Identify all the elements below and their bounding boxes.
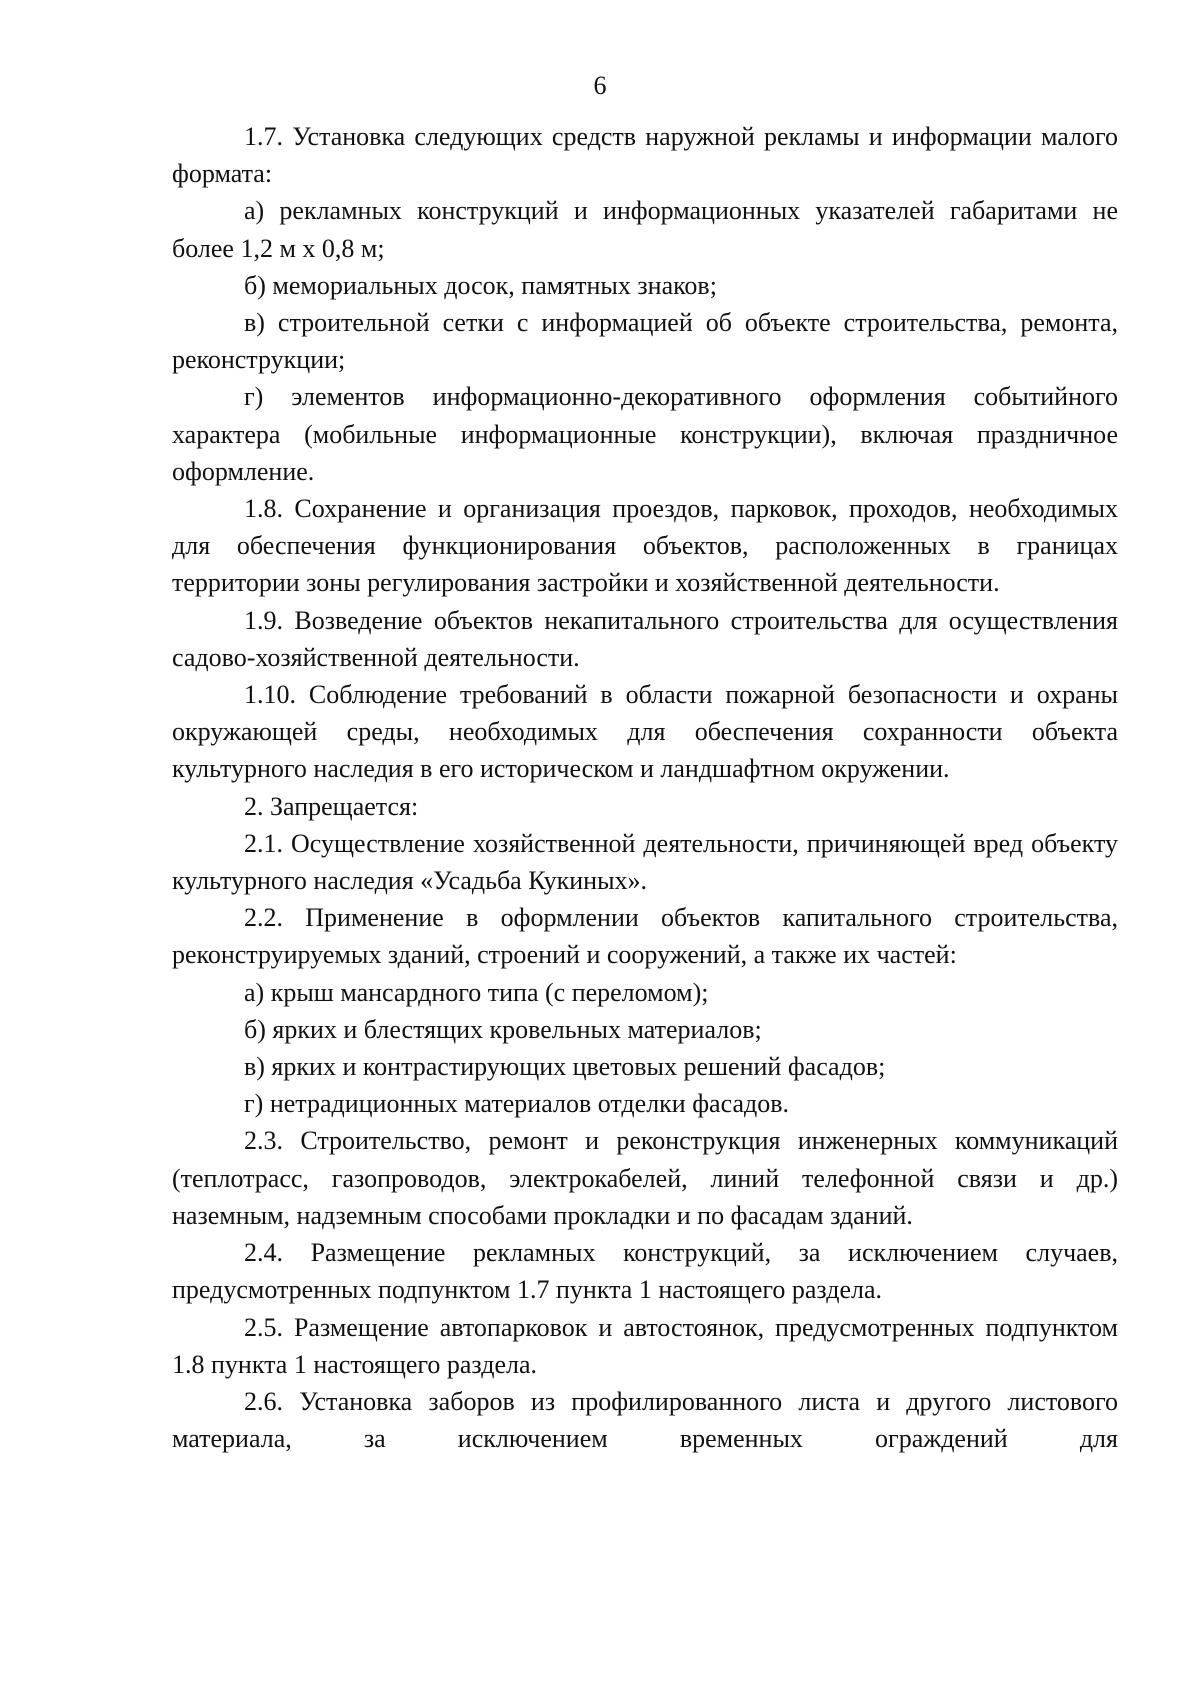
paragraph-2-6: 2.6. Установка заборов из профилированного листа и другого листового материала, за исключением временных ограждений для — [172, 1386, 1118, 1454]
paragraph-1-7: 1.7. Установка следующих средств наружной рекламы и информации малого формата: — [172, 122, 1118, 189]
paragraph-2-2: 2.2. Применение в оформлении объектов капитального строительства, реконструируемых зданий, строений и сооружений, а также их частей: — [172, 903, 1118, 970]
paragraph-2-4: 2.4. Размещение рекламных конструкций, за исключением случаев, предусмотренных подпунктом 1.7 пункта 1 настоящего раздела. — [172, 1238, 1118, 1305]
paragraph-1-10: 1.10. Соблюдение требований в области пожарной безопасности и охраны окружающей среды, необходимых для обеспечения сохранности объекта культурного наследия в его историческом и ландшафтном окружении. — [172, 680, 1118, 784]
paragraph-2: 2. Запрещается: — [244, 791, 419, 821]
paragraph-2-2-g: г) нетрадиционных материалов отделки фасадов. — [244, 1089, 789, 1119]
paragraph-2-1: 2.1. Осуществление хозяйственной деятельности, причиняющей вред объекту культурного наследия «Усадьба Кукиных». — [172, 828, 1118, 896]
paragraph-1-7-b: б) мемориальных досок, памятных знаков; — [244, 270, 717, 300]
paragraph-1-9: 1.9. Возведение объектов некапитального строительства для осуществления садово-хозяйственной деятельности. — [172, 605, 1118, 672]
paragraph-1-7-g: г) элементов информационно-декоративного оформления событийного характера (мобильные информационные конструкции), включая праздничное оформление. — [172, 382, 1118, 486]
paragraph-1-7-v: в) строительной сетки с информацией об объекте строительства, ремонта, реконструкции; — [172, 308, 1118, 375]
paragraph-2-2-v: в) ярких и контрастирующих цветовых решений фасадов; — [244, 1052, 886, 1082]
paragraph-1-7-a: а) рекламных конструкций и информационных указателей габаритами не более 1,2 м х 0,8 м; — [172, 196, 1118, 263]
paragraph-2-5: 2.5. Размещение автопарковок и автостоянок, предусмотренных подпунктом 1.8 пункта 1 настоящего раздела. — [172, 1312, 1118, 1379]
paragraph-2-2-a: а) крыш мансардного типа (с переломом); — [244, 977, 709, 1007]
page-number: 6 — [593, 71, 607, 100]
paragraph-2-2-b: б) ярких и блестящих кровельных материалов; — [244, 1014, 762, 1044]
paragraph-1-8: 1.8. Сохранение и организация проездов, парковок, проходов, необходимых для обеспечения функционирования объектов, расположенных в границах территории зоны регулирования застройки и хозяйственной деятельности. — [172, 494, 1118, 598]
document-body — [172, 118, 1118, 1457]
paragraph-2-3: 2.3. Строительство, ремонт и реконструкция инженерных коммуникаций (теплотрасс, газопроводов, электрокабелей, линий телефонной связи и др.) наземным, надземным способами прокладки и по фасадам зданий. — [172, 1126, 1118, 1230]
